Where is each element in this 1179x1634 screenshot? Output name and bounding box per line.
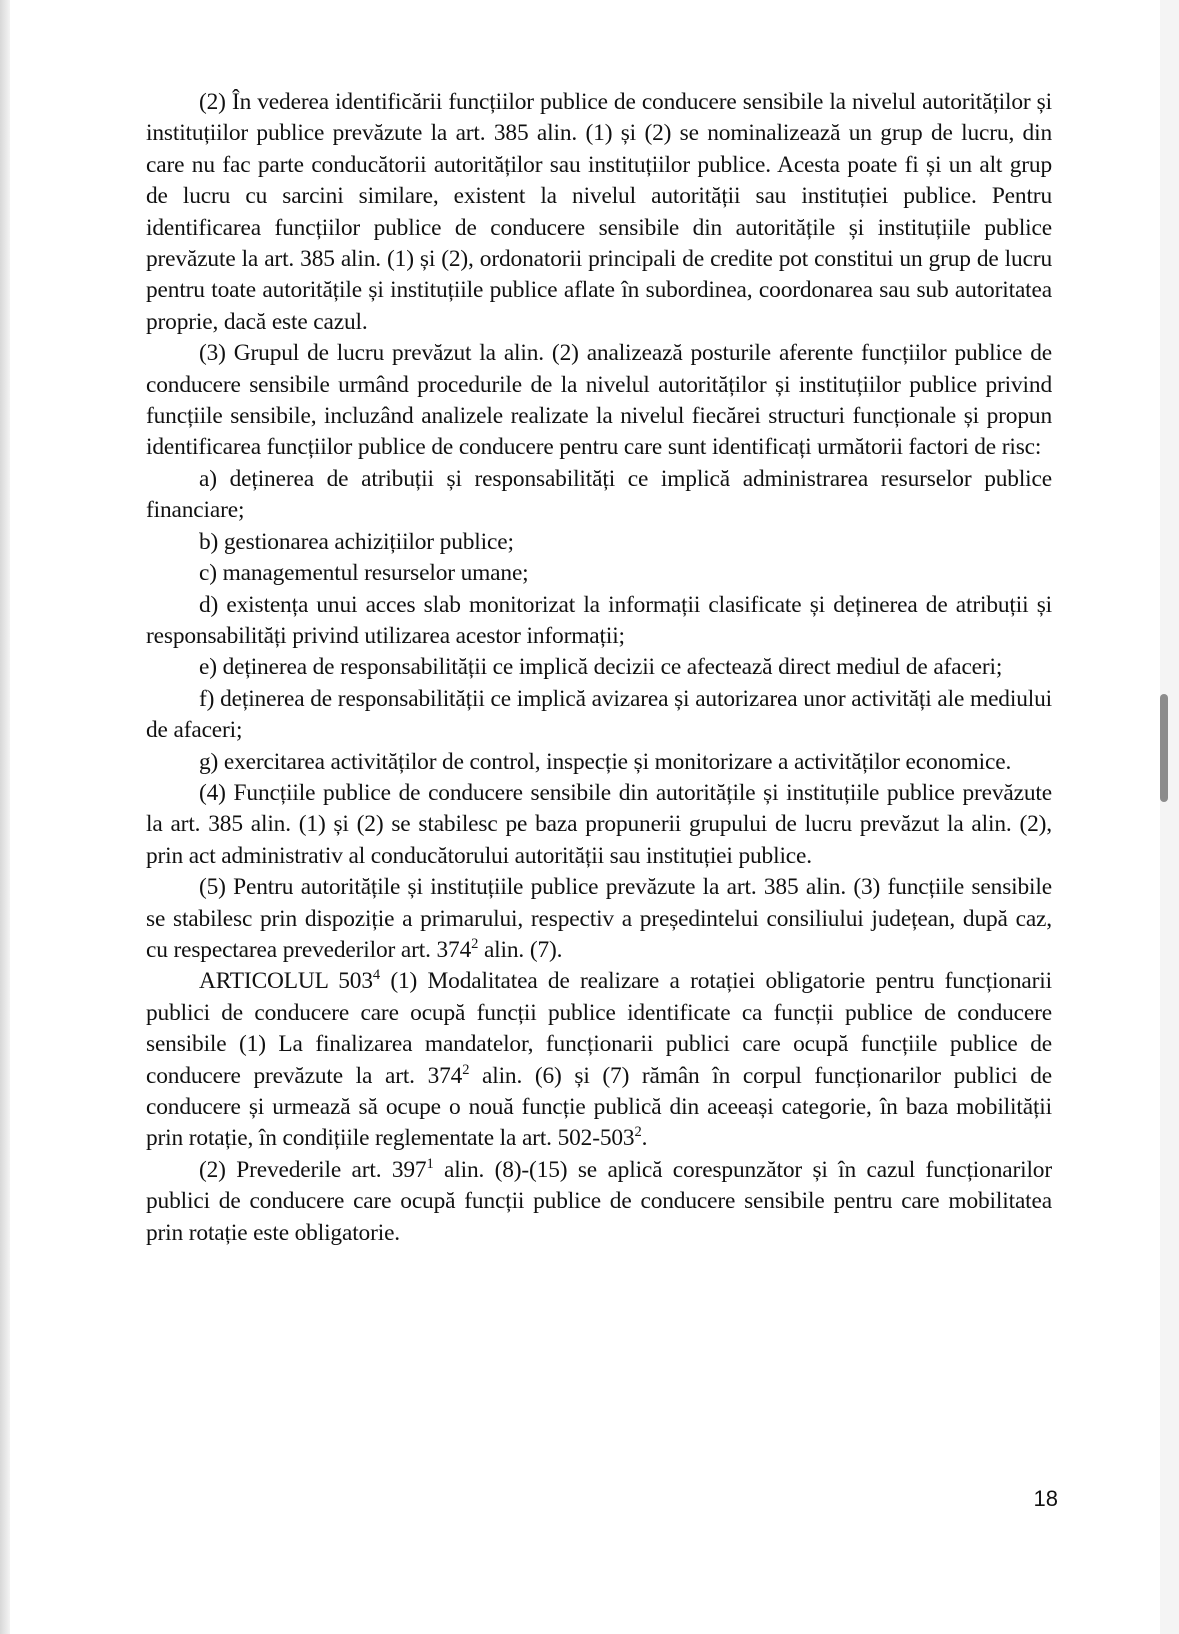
paragraph (146, 747, 1052, 778)
superscript: 2 (462, 1061, 470, 1078)
paragraph (146, 872, 1052, 966)
document-page (10, 0, 1160, 1634)
page-shadow (0, 0, 10, 1634)
text-run: (5) Pentru autoritățile și instituțiile publice prevăzute la art. 385 alin. (3) funcțiile sensibile se stabilesc prin dispoziție a primarului, respectiv a președintelui consiliului județean, după caz, cu respectarea prevederilor art. 374 (146, 874, 1052, 963)
superscript: 4 (372, 967, 380, 984)
paragraph (146, 1155, 1052, 1249)
superscript: 1 (426, 1156, 434, 1173)
paragraph (146, 778, 1052, 872)
text-run: (2) Prevederile art. 397 (199, 1156, 427, 1183)
paragraph (146, 684, 1052, 747)
paragraph (146, 527, 1052, 558)
text-run: (2) În vederea identificării funcțiilor publice de conducere sensibile la nivelul autorităților și instituțiilor publice prevăzute la art. 385 alin. (1) și (2) se nominalizează un grup de lucru, din care nu fac parte conducătorii autorităților sau instituțiilor publice. Acesta poate fi și un alt grup de lucru cu sarcini similare, existent la nivelul autorității sau instituției publice. Pentru identificarea funcțiilor publice de conducere sensibile din autoritățile și instituțiile publice prevăzute la art. 385 alin. (1) și (2), ordonatorii principali de credite pot constitui un grup de lucru pentru toate autoritățile și instituțiile publice aflate în subordinea, coordonarea sau sub autoritatea proprie, dacă este cazul. (146, 89, 1052, 335)
text-run: a) deținerea de atribuții și responsabilități ce implică administrarea resurselor publice financiare; (146, 465, 1052, 524)
text-run: b) gestionarea achizițiilor publice; (199, 528, 514, 555)
text-run: c) managementul resurselor umane; (199, 560, 529, 587)
text-run: f) deținerea de responsabilitățiі ce implică avizarea și autorizarea unor activități ale mediului de afaceri; (146, 685, 1052, 744)
superscript: 2 (634, 1124, 642, 1141)
superscript: 2 (471, 936, 479, 953)
text-run: g) exercitarea activităților de control, inspecție și monitorizare a activităților economice. (199, 748, 1012, 775)
paragraph (146, 966, 1052, 1154)
text-run: (3) Grupul de lucru prevăzut la alin. (2) analizează posturile aferente funcțiilor publice de conducere sensibile urmând procedurile de la nivelul autorităților și instituțiilor publice privind funcțiile sensibile, incluzând analizele realizate la nivelul fiecărei structuri funcționale și propun identificarea funcțiilor publice de conducere pentru care sunt identificați următorii factori de risc: (146, 340, 1052, 461)
page-number: 18 (1033, 1486, 1058, 1511)
text-run: ARTICOLUL 503 (199, 968, 373, 995)
paragraph (146, 338, 1052, 464)
text-run: alin. (7). (478, 936, 563, 963)
text-run: alin. (6) și (7) rămân în corpul funcționarilor publici de conducere și urmează să ocupe o nouă funcție publică din aceeași categorie, în baza mobilității prin rotație, în condițiile reglementate la art. 502-503 (146, 1062, 1052, 1152)
text-run: (4) Funcțiile publice de conducere sensibile din autoritățile și instituțiile publice prevăzute la art. 385 alin. (1) și (2) se stabilesc pe baza propunerii grupului de lucru prevăzut la alin. (2), prin act administrativ al conducătorului autorității sau instituției publice. (146, 779, 1052, 869)
text-run: (1) Modalitatea de realizare a rotației obligatorie pentru funcționarii publici de conducere care ocupă funcții publice identificate ca funcții publice de conducere sensibile (1) La finalizarea mandatelor, funcționarii publici care ocupă funcțiile publice de conducere prevăzute la art. 374 (146, 968, 1052, 1089)
document-body (146, 87, 1052, 1249)
text-run: e) deținerea de responsabilitățiі ce implică decizii ce afectează direct mediul de afaceri; (199, 654, 1003, 681)
paragraph (146, 558, 1052, 589)
text-run: d) existența unui acces slab monitorizat la informații clasificate și deținerea de atribuții și responsabilități privind utilizarea acestor informații; (146, 591, 1052, 649)
paragraph (146, 590, 1052, 653)
text-run: alin. (8)-(15) se aplică corespunzător și în cazul funcționarilor publici de conducere care ocupă funcții publice de conducere sensibile pentru care mobilitatea prin rotație este obligatorie. (146, 1156, 1052, 1246)
paragraph (146, 87, 1052, 338)
text-run: . (641, 1125, 648, 1152)
scrollbar-thumb[interactable] (1160, 694, 1168, 802)
paragraph (146, 652, 1052, 683)
paragraph (146, 464, 1052, 527)
